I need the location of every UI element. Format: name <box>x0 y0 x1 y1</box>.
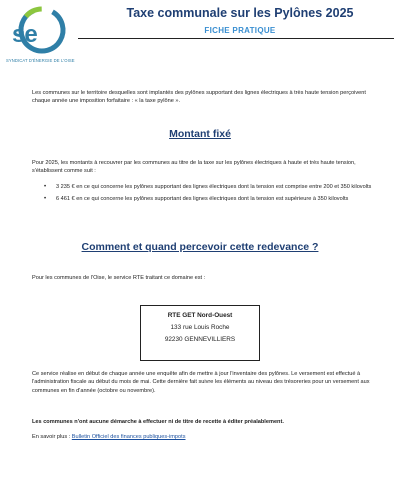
section-heading-perception: Comment et quand percevoir cette redevance ? <box>81 241 319 253</box>
bullet-icon: • <box>44 184 47 190</box>
section2-paragraph2: Ce service réalise en début de chaque année une enquête afin de mettre à jour l'inventaire des pylônes. Le versement est effectué à l'administration fiscale au début du mois de mai. Cette dernière fait suivre les éléments au niveau des trésoreries pour un versement aux communes en fin d'année (octobre ou novembre). <box>32 371 370 394</box>
address-street: 133 rue Louis Roche <box>170 324 230 331</box>
list-item-text: 3 235 € en ce qui concerne les pylônes supportant des lignes électriques dont la tension est comprise entre 200 et 350 kilovolts <box>56 184 372 190</box>
section1-paragraph: Pour 2025, les montants à recouvrer par les communes au titre de la taxe sur les pylônes électriques à haute et très haute tension, s'établissent comme suit : <box>32 160 356 175</box>
list-item <box>44 183 374 191</box>
header-divider <box>78 38 394 39</box>
list-item-text: 6 461 € en ce qui concerne les pylônes supportant des lignes électriques dont la tension est supérieure à 350 kilovolts <box>56 196 349 203</box>
section2-paragraph: Pour les communes de l'Oise, le service RTE traitant ce domaine est : <box>32 275 206 281</box>
address-name: RTE GET Nord-Ouest <box>167 312 233 319</box>
address-box <box>140 305 260 361</box>
note-paragraph: Les communes n'ont aucune démarche à effectuer ni de titre de recette à éditer préalablement. <box>32 419 284 425</box>
page-subtitle: FICHE PRATIQUE <box>204 26 276 35</box>
more-info-label: En savoir plus : <box>32 434 72 440</box>
address-city: 92230 GENNEVILLIERS <box>164 336 236 343</box>
bofip-link[interactable]: Bulletin Officiel des finances publiques-impots <box>71 434 186 440</box>
page-title: Taxe communale sur les Pylônes 2025 <box>126 6 354 20</box>
logo <box>6 4 76 66</box>
logo-tagline: SYNDICAT D'ÉNERGIE DE L'OISE <box>6 58 75 63</box>
amounts-list <box>44 183 374 208</box>
bullet-icon: • <box>44 196 47 203</box>
logo-text: se <box>12 21 37 48</box>
section-heading-montant: Montant fixé <box>169 128 231 140</box>
intro-paragraph: Les communes sur le territoire desquelles sont implantés des pylônes supportant des lignes électriques à très haute tension perçoivent chaque année une imposition forfaitaire : « la taxe pylône ». <box>32 90 366 105</box>
list-item <box>44 195 374 203</box>
more-info-line <box>32 433 372 441</box>
